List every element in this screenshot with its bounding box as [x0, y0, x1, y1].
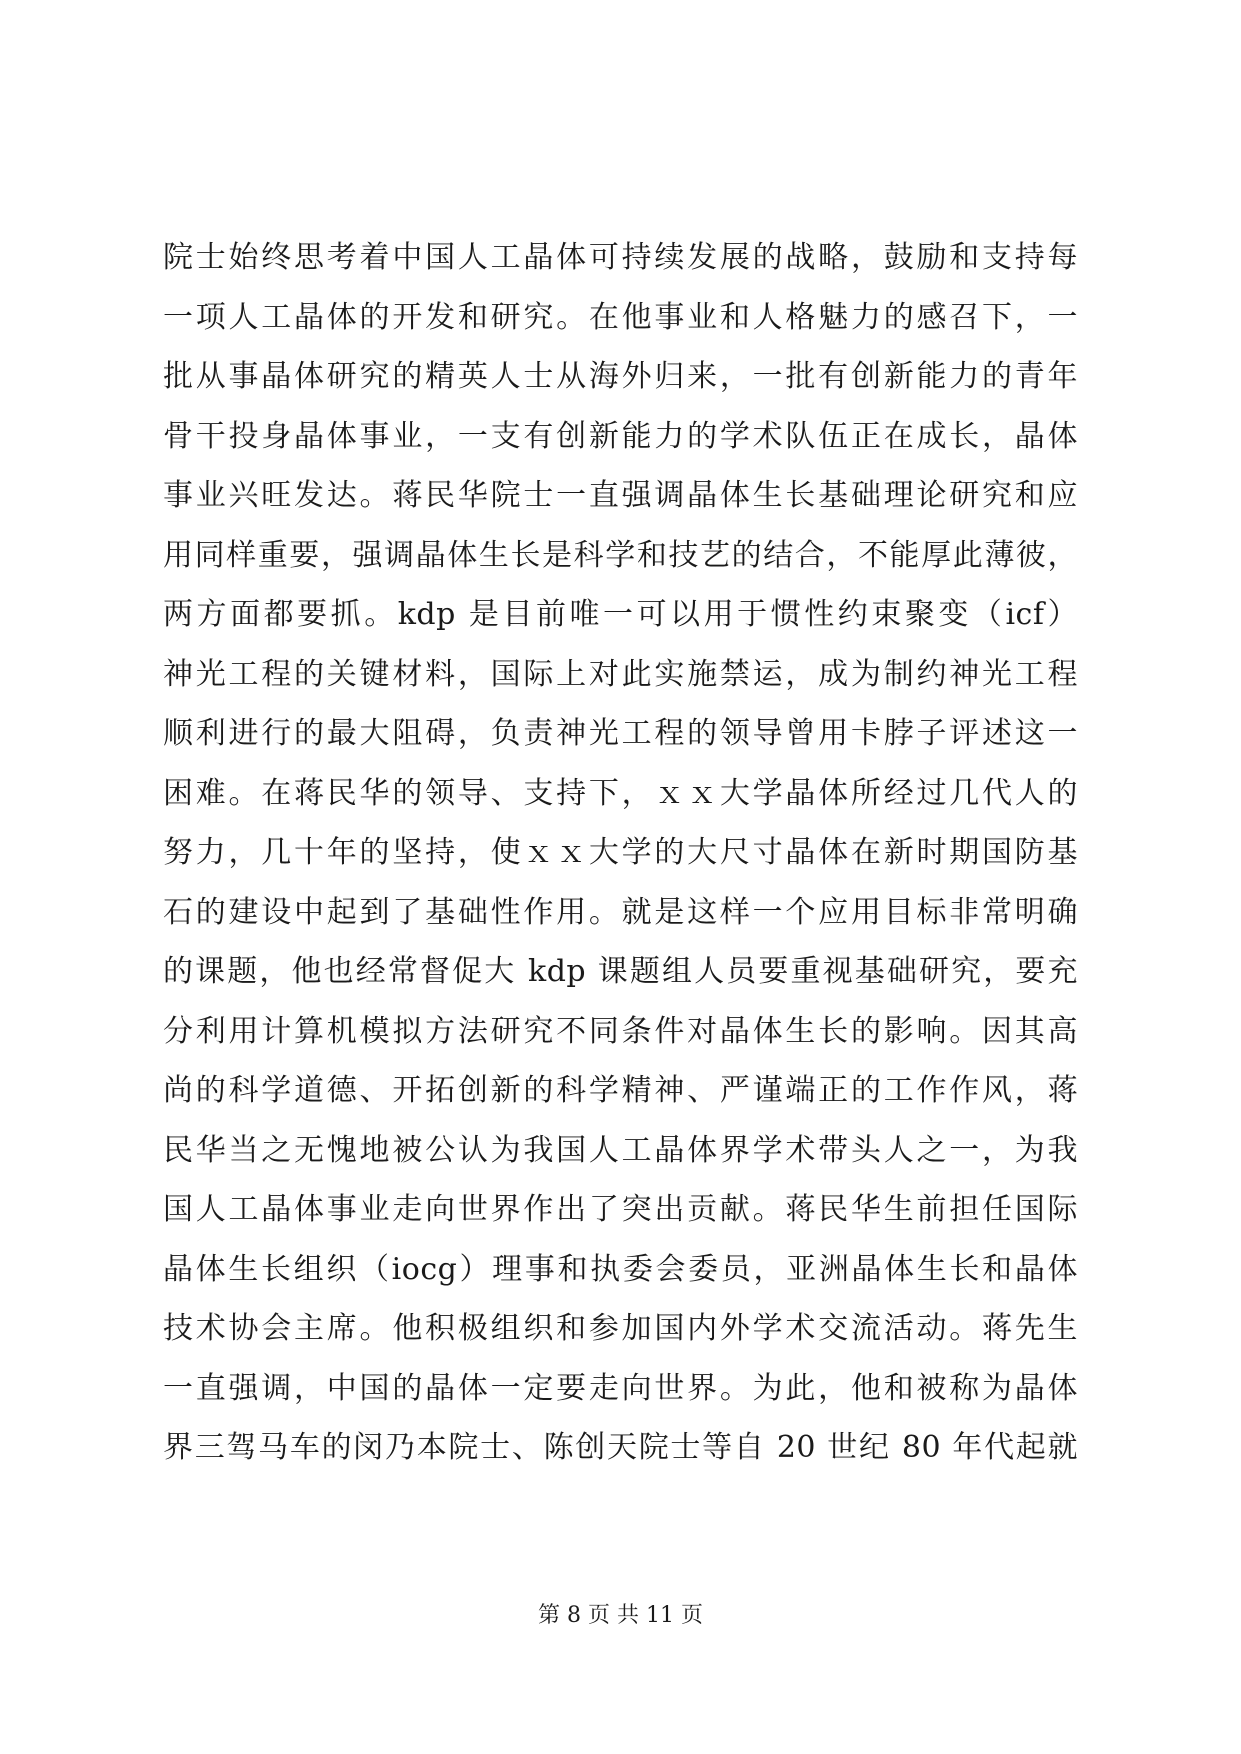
- text-line: 界三驾马车的闵乃本院士、陈创天院士等自 20 世纪 80 年代起就: [163, 1430, 1078, 1465]
- text-line: 分利用计算机模拟方法研究不同条件对晶体生长的影响。因其高: [163, 1013, 1078, 1049]
- text-line: 骨干投身晶体事业，一支有创新能力的学术队伍正在成长，晶体: [163, 418, 1078, 454]
- text-line: 顺利进行的最大阻碍，负责神光工程的领导曾用卡脖子评述这一: [163, 716, 1078, 751]
- text-line: 用同样重要，强调晶体生长是科学和技艺的结合，不能厚此薄彼，: [163, 537, 1078, 573]
- text-line: 尚的科学道德、开拓创新的科学精神、严谨端正的工作作风，蒋: [163, 1073, 1078, 1108]
- text-line: 晶体生长组织（iocg）理事和执委会委员，亚洲晶体生长和晶体: [163, 1251, 1078, 1287]
- text-line: 两方面都要抓。kdp 是目前唯一可以用于惯性约束聚变（icf）: [163, 597, 1078, 632]
- text-line: 技术协会主席。他积极组织和参加国内外学术交流活动。蒋先生: [163, 1311, 1078, 1346]
- text-line: 一项人工晶体的开发和研究。在他事业和人格魅力的感召下，一: [163, 299, 1078, 335]
- text-line: 石的建设中起到了基础性作用。就是这样一个应用目标非常明确: [163, 894, 1078, 930]
- text-line: 的课题，他也经常督促大 kdp 课题组人员要重视基础研究，要充: [163, 954, 1078, 989]
- page-footer: [0, 1598, 1241, 1629]
- text-line: 国人工晶体事业走向世界作出了突出贡献。蒋民华生前担任国际: [163, 1192, 1078, 1227]
- text-line: 事业兴旺发达。蒋民华院士一直强调晶体生长基础理论研究和应: [163, 478, 1078, 513]
- text-line: 一直强调，中国的晶体一定要走向世界。为此，他和被称为晶体: [163, 1370, 1078, 1406]
- page-number: 第 8 页 共 11 页: [538, 1603, 703, 1628]
- text-line: 神光工程的关键材料，国际上对此实施禁运，成为制约神光工程: [163, 656, 1078, 692]
- text-line: 批从事晶体研究的精英人士从海外归来，一批有创新能力的青年: [163, 359, 1078, 394]
- text-line: 困难。在蒋民华的领导、支持下，ｘｘ大学晶体所经过几代人的: [163, 775, 1078, 811]
- text-line: 院士始终思考着中国人工晶体可持续发展的战略，鼓励和支持每: [163, 240, 1078, 275]
- body-text: [163, 228, 1078, 1478]
- text-line: 民华当之无愧地被公认为我国人工晶体界学术带头人之一，为我: [163, 1132, 1078, 1168]
- text-line: 努力，几十年的坚持，使ｘｘ大学的大尺寸晶体在新时期国防基: [163, 835, 1078, 870]
